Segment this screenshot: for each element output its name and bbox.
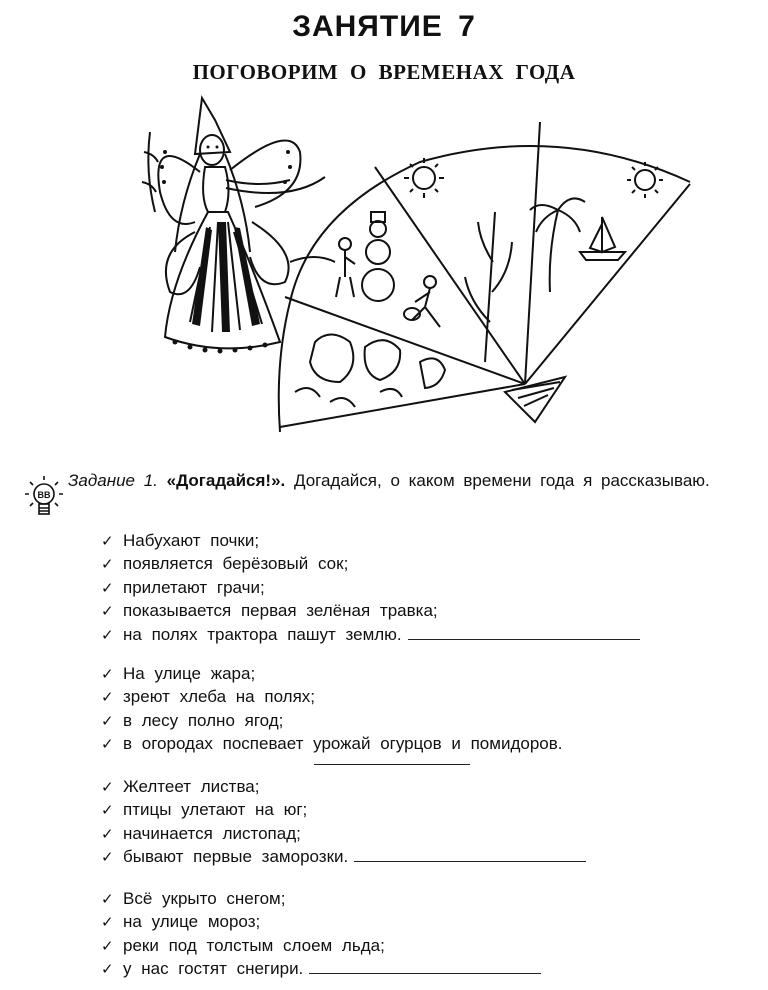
list-item: ✓ у нас гостят снегири. (101, 958, 541, 981)
check-icon: ✓ (101, 802, 114, 820)
svg-text:BB: BB (37, 490, 51, 500)
check-icon: ✓ (101, 556, 114, 574)
clue-group-2 (101, 663, 563, 757)
check-icon: ✓ (101, 579, 114, 597)
check-icon: ✓ (101, 533, 114, 550)
list-item: ✓ на полях трактора пашут землю. (101, 624, 640, 647)
answer-blank[interactable] (309, 972, 541, 974)
check-icon: ✓ (101, 666, 114, 683)
list-item: ✓ бывают первые заморозки. (101, 846, 586, 869)
task-label: Задание 1. (68, 471, 158, 490)
check-icon: ✓ (101, 603, 114, 621)
check-icon: ✓ (101, 736, 114, 754)
list-item: ✓ прилетают грачи; (101, 577, 640, 600)
list-item: ✓ Набухают почки; (101, 530, 640, 553)
lesson-title: ЗАНЯТИЕ 7 (292, 10, 476, 43)
list-item: ✓ в лесу полно ягод; (101, 710, 563, 733)
clue-group-4 (101, 888, 541, 982)
check-icon: ✓ (101, 937, 114, 955)
check-icon: ✓ (101, 825, 114, 843)
list-item: ✓ начинается листопад; (101, 823, 586, 846)
list-item: ✓ реки под толстым слоем льда; (101, 935, 541, 958)
task-instruction: Догадайся, о каком времени года я рассказываю. (293, 471, 710, 490)
check-icon: ✓ (101, 914, 114, 932)
answer-blank[interactable] (354, 860, 586, 862)
check-icon: ✓ (101, 779, 114, 796)
list-item: ✓ На улице жара; (101, 663, 563, 686)
answer-blank[interactable] (314, 764, 470, 765)
list-item: ✓ показывается первая зелёная травка; (101, 600, 640, 623)
list-item: ✓ птицы улетают на юг; (101, 799, 586, 822)
answer-blank[interactable] (408, 638, 640, 640)
check-icon: ✓ (101, 891, 114, 908)
list-item: ✓ Всё укрыто снегом; (101, 888, 541, 911)
clue-group-1 (101, 530, 640, 647)
lightbulb-icon (22, 474, 66, 526)
check-icon: ✓ (101, 689, 114, 707)
task-name: «Догадайся!». (166, 471, 286, 490)
check-icon: ✓ (101, 961, 114, 979)
list-item: ✓ на улице мороз; (101, 911, 541, 934)
task-1 (68, 470, 744, 492)
topic-title: ПОГОВОРИМ О ВРЕМЕНАХ ГОДА (192, 60, 576, 84)
clue-group-3 (101, 776, 586, 870)
list-item: ✓ зреют хлеба на полях; (101, 686, 563, 709)
check-icon: ✓ (101, 849, 114, 867)
list-item: ✓ Желтеет листва; (101, 776, 586, 799)
list-item: ✓ появляется берёзовый сок; (101, 553, 640, 576)
list-item: ✓ в огородах поспевает урожай огурцов и помидоров. (101, 733, 563, 756)
check-icon: ✓ (101, 712, 114, 730)
check-icon: ✓ (101, 626, 114, 644)
seasons-fan-illustration (140, 92, 700, 452)
